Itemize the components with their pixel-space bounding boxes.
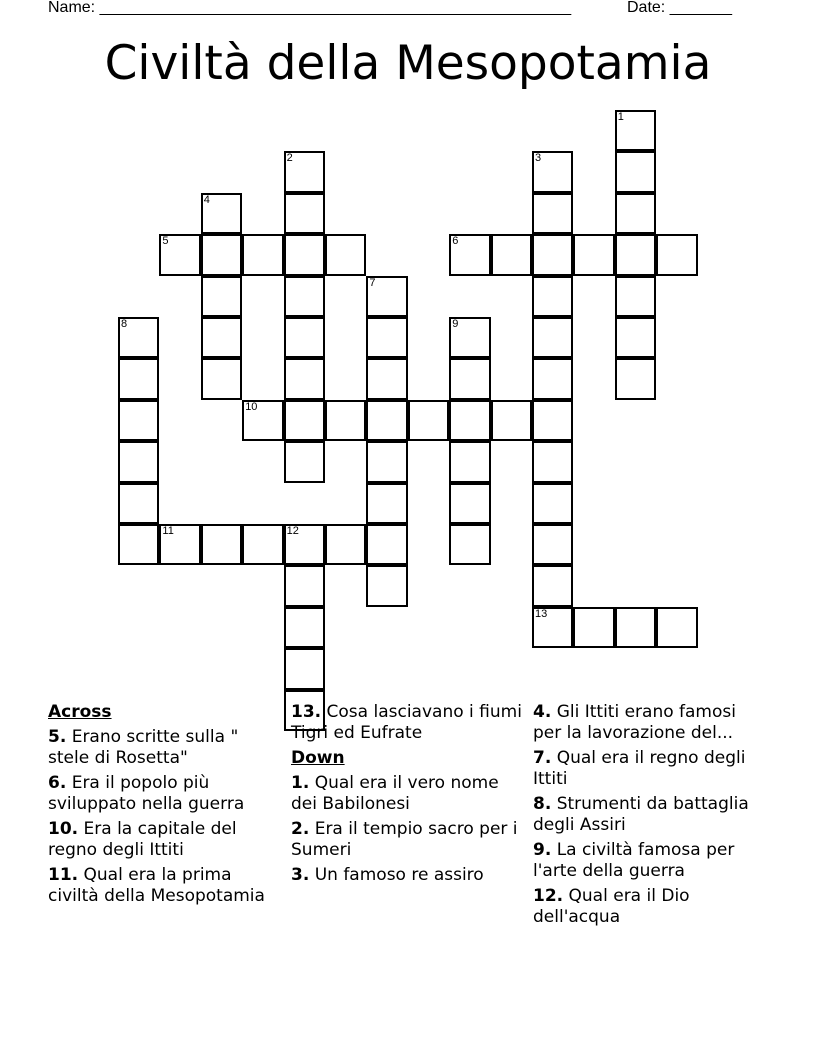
grid-cell[interactable] (449, 483, 490, 524)
grid-cell[interactable] (532, 400, 573, 441)
grid-cell[interactable] (366, 565, 407, 606)
clue-across-11 (48, 865, 280, 907)
clue-across-10 (48, 819, 280, 861)
grid-cell[interactable] (449, 524, 490, 565)
clue-number: 13. (291, 702, 322, 722)
clue-text: Cosa lasciavano i fiumi Tigri ed Eufrate (291, 702, 522, 743)
cell-number: 8 (121, 318, 128, 330)
grid-cell[interactable] (284, 234, 325, 275)
grid-cell[interactable] (573, 234, 614, 275)
clue-number: 5. (48, 727, 67, 747)
clue-number: 4. (533, 702, 552, 722)
clue-number: 7. (533, 748, 552, 768)
clue-number: 11. (48, 865, 79, 885)
cell-number: 7 (369, 276, 376, 289)
down-heading: Down (291, 748, 345, 768)
clue-across-5 (48, 727, 280, 769)
clue-text: Qual era il vero nome dei Babilonesi (291, 773, 499, 814)
grid-cell[interactable] (118, 441, 159, 482)
grid-cell[interactable] (491, 400, 532, 441)
clue-text: Qual era la prima civiltà della Mesopotamia (48, 865, 265, 906)
clue-column-3 (533, 702, 765, 932)
grid-cell[interactable] (284, 317, 325, 358)
clue-number: 1. (291, 773, 310, 793)
clue-across-13 (291, 702, 523, 744)
grid-cell[interactable] (532, 276, 573, 317)
grid-cell[interactable] (284, 276, 325, 317)
grid-cell[interactable] (656, 607, 697, 648)
clue-number: 12. (533, 886, 564, 906)
grid-cell[interactable] (491, 234, 532, 275)
grid-cell[interactable] (325, 524, 366, 565)
clue-down-8 (533, 794, 765, 836)
clue-down-3 (291, 865, 523, 886)
grid-cell[interactable] (615, 193, 656, 234)
clue-down-9 (533, 840, 765, 882)
clue-number: 9. (533, 840, 552, 860)
cell-number: 4 (203, 193, 210, 206)
clue-column-2 (291, 702, 523, 890)
grid-cell[interactable] (201, 276, 242, 317)
clue-down-1 (291, 773, 523, 815)
grid-cell[interactable] (201, 358, 242, 399)
clue-text: Erano scritte sulla " stele di Rosetta" (48, 727, 239, 768)
clue-number: 10. (48, 819, 79, 839)
grid-cell[interactable] (284, 400, 325, 441)
grid-cell[interactable] (615, 358, 656, 399)
clue-text: Era il tempio sacro per i Sumeri (291, 819, 518, 860)
grid-cell[interactable] (201, 524, 242, 565)
grid-cell[interactable] (615, 607, 656, 648)
grid-cell[interactable] (573, 607, 614, 648)
grid-cell[interactable] (284, 193, 325, 234)
grid-cell[interactable] (532, 524, 573, 565)
grid-cell[interactable] (532, 441, 573, 482)
clue-number: 3. (291, 865, 310, 885)
clue-text: Strumenti da battaglia degli Assiri (533, 794, 749, 835)
clue-down-12 (533, 886, 765, 928)
clue-number: 2. (291, 819, 310, 839)
clue-text: Era il popolo più sviluppato nella guerra (48, 773, 245, 814)
grid-cell[interactable] (242, 524, 283, 565)
cell-number: 1 (617, 111, 624, 123)
cell-number: 6 (452, 235, 459, 248)
clue-column-1 (48, 702, 280, 911)
grid-cell[interactable] (201, 234, 242, 275)
grid-cell[interactable] (284, 648, 325, 689)
grid-cell[interactable] (366, 441, 407, 482)
cell-number: 13 (535, 607, 548, 620)
grid-cell[interactable] (615, 151, 656, 192)
grid-cell[interactable] (532, 234, 573, 275)
clue-number: 6. (48, 773, 67, 793)
grid-cell[interactable] (284, 565, 325, 606)
grid-cell[interactable] (532, 358, 573, 399)
grid-cell[interactable] (532, 483, 573, 524)
grid-cell[interactable] (366, 483, 407, 524)
name-line: Name: _____________________________________________________ (48, 0, 572, 16)
grid-cell[interactable] (656, 234, 697, 275)
grid-cell[interactable] (284, 441, 325, 482)
clue-text: Un famoso re assiro (314, 865, 484, 885)
grid-cell[interactable] (449, 441, 490, 482)
grid-cell[interactable] (532, 193, 573, 234)
clue-down-4 (533, 702, 765, 744)
clue-text: La civiltà famosa per l'arte della guerra (533, 840, 735, 881)
cell-number: 5 (162, 235, 169, 248)
clue-number: 8. (533, 794, 552, 814)
cell-number: 2 (286, 152, 293, 165)
grid-cell[interactable] (532, 565, 573, 606)
cell-number: 9 (452, 318, 459, 330)
grid-cell[interactable] (284, 607, 325, 648)
grid-cell[interactable] (325, 234, 366, 275)
page-title: Civiltà della Mesopotamia (104, 36, 712, 91)
grid-cell[interactable] (532, 317, 573, 358)
clue-across-6 (48, 773, 280, 815)
grid-cell[interactable] (284, 358, 325, 399)
clue-down-2 (291, 819, 523, 861)
clue-text: Qual era il regno degli Ittiti (533, 748, 746, 789)
grid-cell[interactable] (615, 317, 656, 358)
cell-number: 12 (286, 525, 299, 537)
grid-cell[interactable] (615, 234, 656, 275)
grid-cell[interactable] (118, 400, 159, 441)
grid-cell[interactable] (366, 317, 407, 358)
grid-cell[interactable] (615, 276, 656, 317)
grid-cell[interactable] (366, 358, 407, 399)
grid-cell[interactable] (366, 524, 407, 565)
clue-down-7 (533, 748, 765, 790)
cell-number: 11 (162, 525, 174, 537)
clue-text: Era la capitale del regno degli Ittiti (48, 819, 237, 860)
clue-text: Gli Ittiti erano famosi per la lavorazione del... (533, 702, 736, 743)
across-heading: Across (48, 702, 112, 722)
grid-cell[interactable] (118, 524, 159, 565)
cell-number: 10 (245, 400, 258, 413)
clue-text: Qual era il Dio dell'acqua (533, 886, 690, 927)
grid-cell[interactable] (408, 400, 449, 441)
grid-cell[interactable] (325, 400, 366, 441)
grid-cell[interactable] (242, 234, 283, 275)
grid-cell[interactable] (366, 400, 407, 441)
date-line: Date: _______ (627, 0, 732, 16)
grid-cell[interactable] (118, 358, 159, 399)
grid-cell[interactable] (449, 400, 490, 441)
grid-cell[interactable] (118, 483, 159, 524)
cell-number: 3 (535, 152, 542, 165)
grid-cell[interactable] (449, 358, 490, 399)
grid-cell[interactable] (201, 317, 242, 358)
